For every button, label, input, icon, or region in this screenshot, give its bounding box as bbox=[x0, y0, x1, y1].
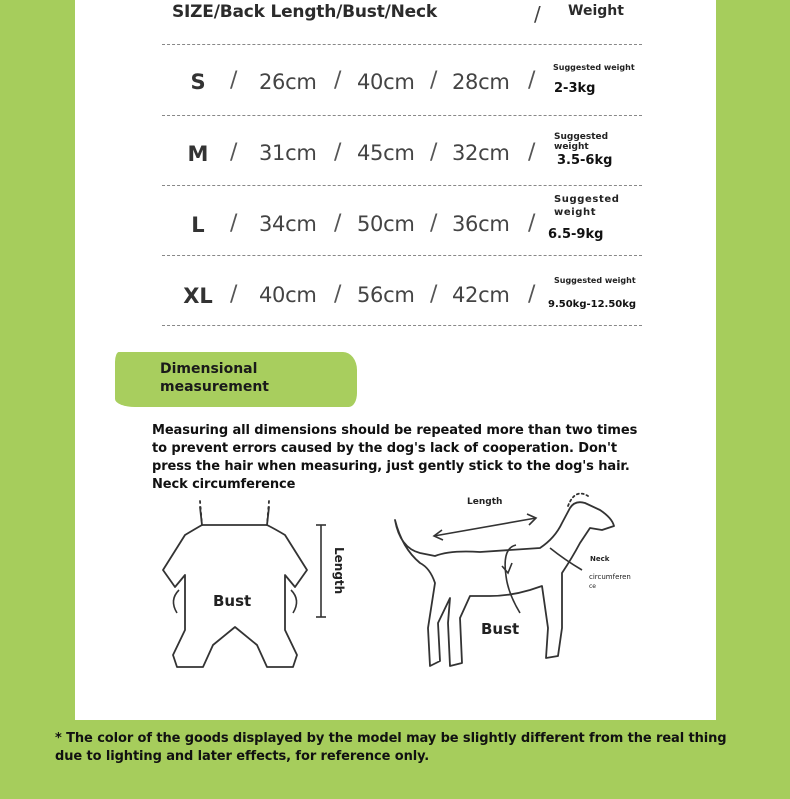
separator: / bbox=[334, 211, 342, 236]
suggested-weight-label: Suggested weight bbox=[553, 63, 635, 72]
separator: / bbox=[430, 68, 438, 93]
separator: / bbox=[230, 282, 238, 307]
dog-neck-label: ce bbox=[589, 583, 596, 590]
size-row-m bbox=[162, 117, 642, 187]
separator: / bbox=[334, 68, 342, 93]
dog-bust-label: Bust bbox=[481, 620, 520, 638]
suggested-weight-value: 6.5-9kg bbox=[548, 227, 604, 242]
separator: / bbox=[430, 282, 438, 307]
suggested-weight-label: weight bbox=[554, 207, 597, 218]
back-length-value: 31cm bbox=[259, 141, 317, 165]
dog-neck-label: circumferen bbox=[589, 573, 631, 581]
suggested-weight-label: Suggested weight bbox=[554, 276, 636, 285]
divider bbox=[162, 115, 642, 116]
disclaimer-note: * The color of the goods displayed by the model may be slightly different from the real thing due to lighting and later effects, for reference only. bbox=[55, 731, 727, 764]
suggested-weight-label: Suggested bbox=[554, 194, 620, 205]
size-row-s bbox=[162, 46, 642, 116]
size-label: M bbox=[187, 142, 209, 166]
suggested-weight-value: 9.50kg-12.50kg bbox=[548, 299, 637, 310]
bust-value: 50cm bbox=[357, 212, 415, 236]
size-label: L bbox=[191, 213, 205, 237]
size-label: XL bbox=[183, 284, 213, 308]
length-arrow-icon bbox=[316, 525, 326, 617]
separator: / bbox=[528, 282, 536, 307]
separator: / bbox=[334, 282, 342, 307]
size-row-xl bbox=[162, 257, 642, 327]
dog-diagram bbox=[390, 478, 640, 673]
divider bbox=[162, 255, 642, 256]
separator: / bbox=[334, 140, 342, 165]
suggested-weight-value: 3.5-6kg bbox=[557, 153, 613, 168]
size-row-l bbox=[162, 187, 642, 257]
neck-value: 42cm bbox=[452, 283, 510, 307]
dog-length-label: Length bbox=[467, 497, 503, 507]
table-header-title: SIZE/Back Length/Bust/Neck bbox=[172, 2, 437, 22]
dog-neck-label: Neck bbox=[590, 555, 610, 563]
garment-outline-icon bbox=[163, 501, 307, 667]
back-length-value: 40cm bbox=[259, 283, 317, 307]
separator: / bbox=[230, 68, 238, 93]
separator: / bbox=[528, 211, 536, 236]
header-separator: / bbox=[534, 2, 541, 26]
measurement-instructions: Measuring all dimensions should be repeated more than two times to prevent errors caused by the dog's lack of cooperation. Don't press the hair when measuring, just gently stick to the dog's hair. Neck circumference bbox=[152, 423, 638, 492]
divider bbox=[162, 325, 642, 326]
dog-length-arrow-icon bbox=[434, 514, 536, 540]
separator: / bbox=[430, 140, 438, 165]
separator: / bbox=[230, 140, 238, 165]
bust-value: 56cm bbox=[357, 283, 415, 307]
separator: / bbox=[430, 211, 438, 236]
garment-length-label: Length bbox=[332, 547, 346, 595]
separator: / bbox=[528, 140, 536, 165]
divider bbox=[162, 44, 642, 45]
garment-diagram bbox=[155, 495, 355, 680]
garment-bust-label: Bust bbox=[213, 592, 252, 610]
back-length-value: 26cm bbox=[259, 70, 317, 94]
dog-bust-arrow-icon bbox=[502, 545, 520, 613]
suggested-weight-value: 2-3kg bbox=[554, 81, 596, 96]
divider bbox=[162, 185, 642, 186]
separator: / bbox=[528, 68, 536, 93]
back-length-value: 34cm bbox=[259, 212, 317, 236]
table-header-weight: Weight bbox=[568, 3, 624, 19]
bust-value: 40cm bbox=[357, 70, 415, 94]
section-title: Dimensional measurement bbox=[160, 361, 269, 395]
suggested-weight-label: Suggested weight bbox=[554, 132, 609, 152]
separator: / bbox=[230, 211, 238, 236]
bust-value: 45cm bbox=[357, 141, 415, 165]
size-label: S bbox=[190, 70, 206, 94]
neck-value: 32cm bbox=[452, 141, 510, 165]
neck-value: 28cm bbox=[452, 70, 510, 94]
neck-value: 36cm bbox=[452, 212, 510, 236]
dog-outline-icon bbox=[395, 494, 614, 666]
